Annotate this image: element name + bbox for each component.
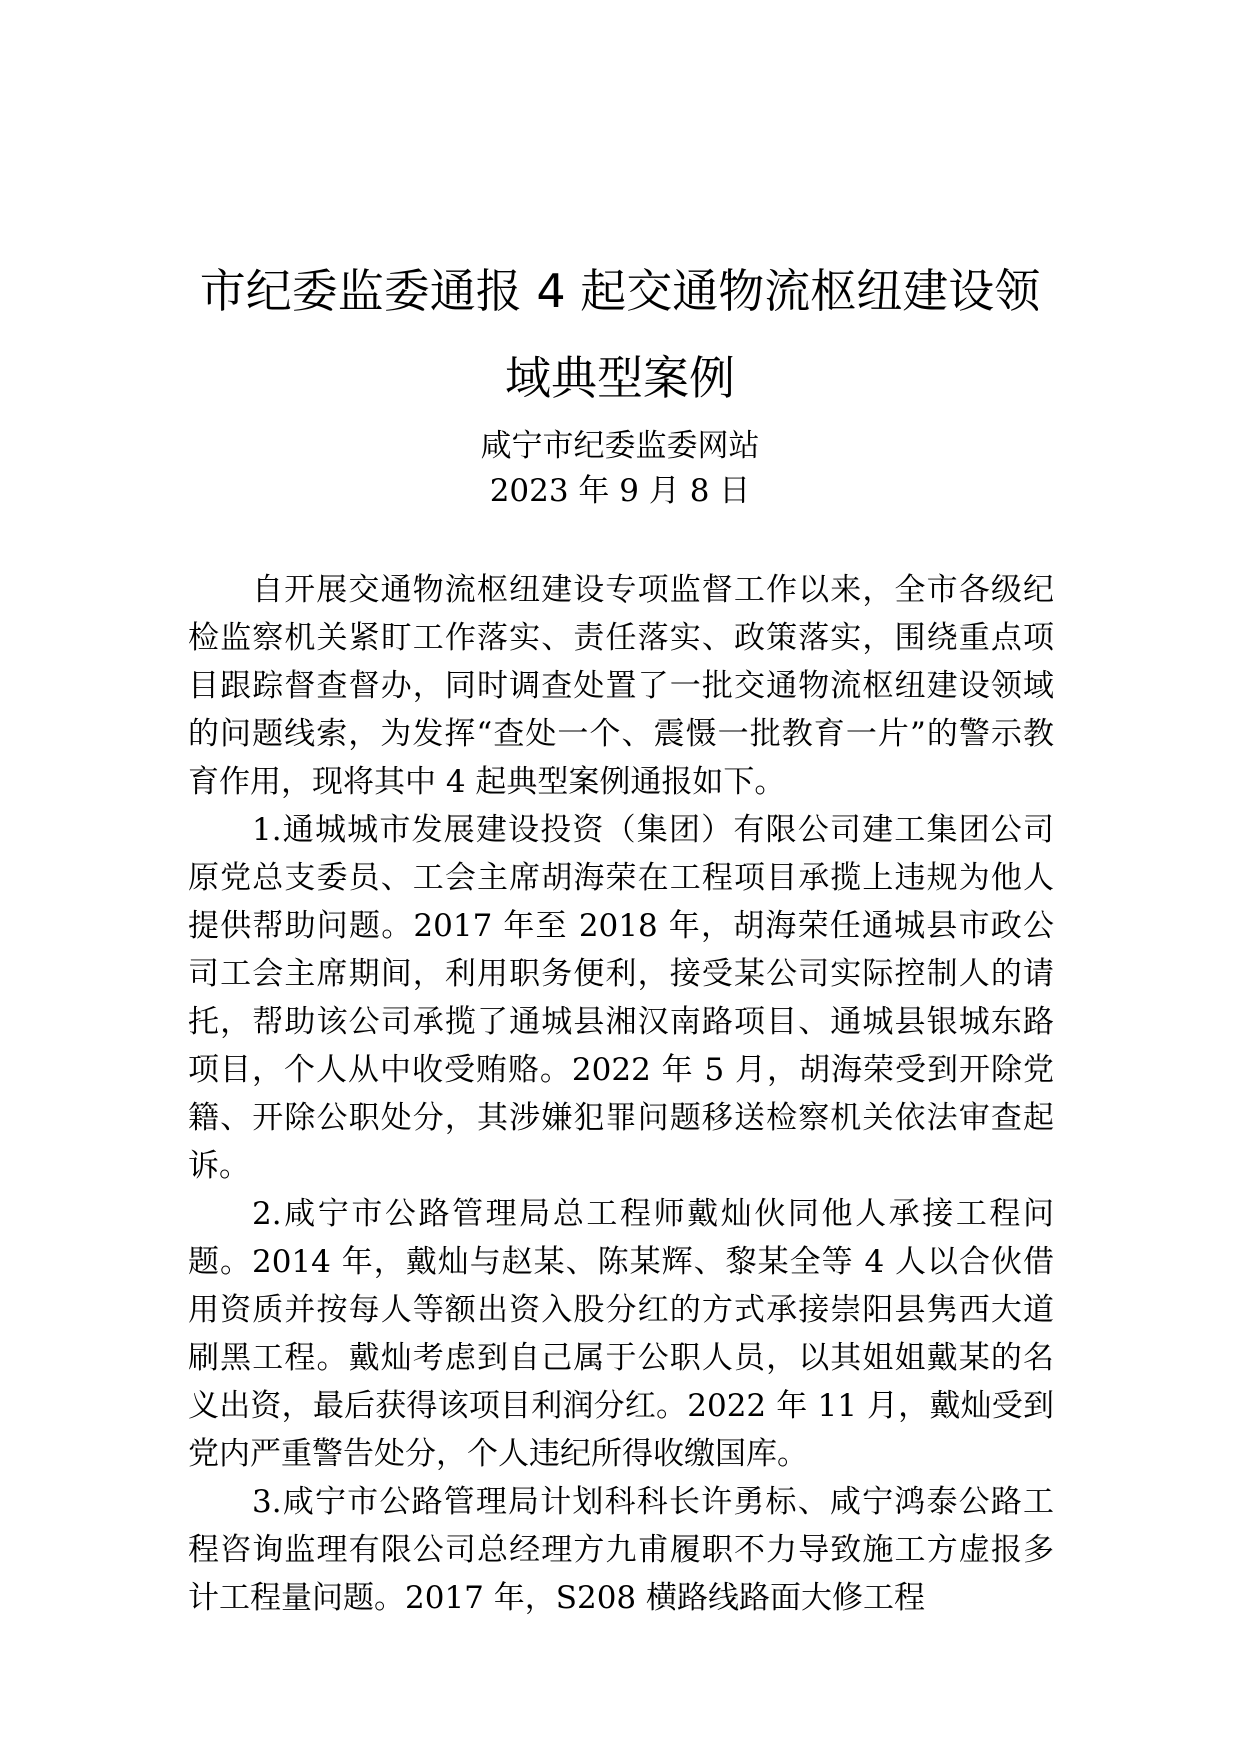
paragraph-case-3: 3.咸宁市公路管理局计划科科长许勇标、咸宁鸿泰公路工程咨询监理有限公司总经理方九甫履职不力导致施工方虚报多计工程量问题。2017 年，S208 横路线路面大修工程	[188, 1484, 1054, 1616]
paragraph-case-2: 2.咸宁市公路管理局总工程师戴灿伙同他人承接工程问题。2014 年，戴灿与赵某、陈某辉、黎某全等 4 人以合伙借用资质并按每人等额出资入股分红的方式承接崇阳县隽西大道刷黑工程。戴灿考虑到自己属于公职人员，以其姐姐戴某的名义出资，最后获得该项目利润分红。2022 年 11 月，戴灿受到党内严重警告处分，个人违纪所得收缴国库。	[188, 1196, 1054, 1472]
document-title-line-1: 市纪委监委通报 4 起交通物流枢纽建设领	[199, 264, 1041, 318]
paragraph-case-1: 1.通城城市发展建设投资（集团）有限公司建工集团公司原党总支委员、工会主席胡海荣在工程项目承揽上违规为他人提供帮助问题。2017 年至 2018 年，胡海荣任通城县市政公司工会主席期间，利用职务便利，接受某公司实际控制人的请托，帮助该公司承揽了通城县湘汉南路项目、通城县银城东路项目，个人从中收受贿赂。2022 年 5 月，胡海荣受到开除党籍、开除公职处分，其涉嫌犯罪问题移送检察机关依法审查起诉。	[188, 812, 1054, 1184]
document-date: 2023 年 9 月 8 日	[489, 473, 751, 509]
document-title-line-2: 域典型案例	[505, 351, 735, 405]
paragraph-intro: 自开展交通物流枢纽建设专项监督工作以来，全市各级纪检监察机关紧盯工作落实、责任落实、政策落实，围绕重点项目跟踪督查督办，同时调查处置了一批交通物流枢纽建设领域的问题线索，为发挥“查处一个、震慑一批教育一片”的警示教育作用，现将其中 4 起典型案例通报如下。	[188, 572, 1054, 800]
document-body	[188, 566, 1054, 1622]
document-source: 咸宁市纪委监委网站	[480, 428, 760, 464]
